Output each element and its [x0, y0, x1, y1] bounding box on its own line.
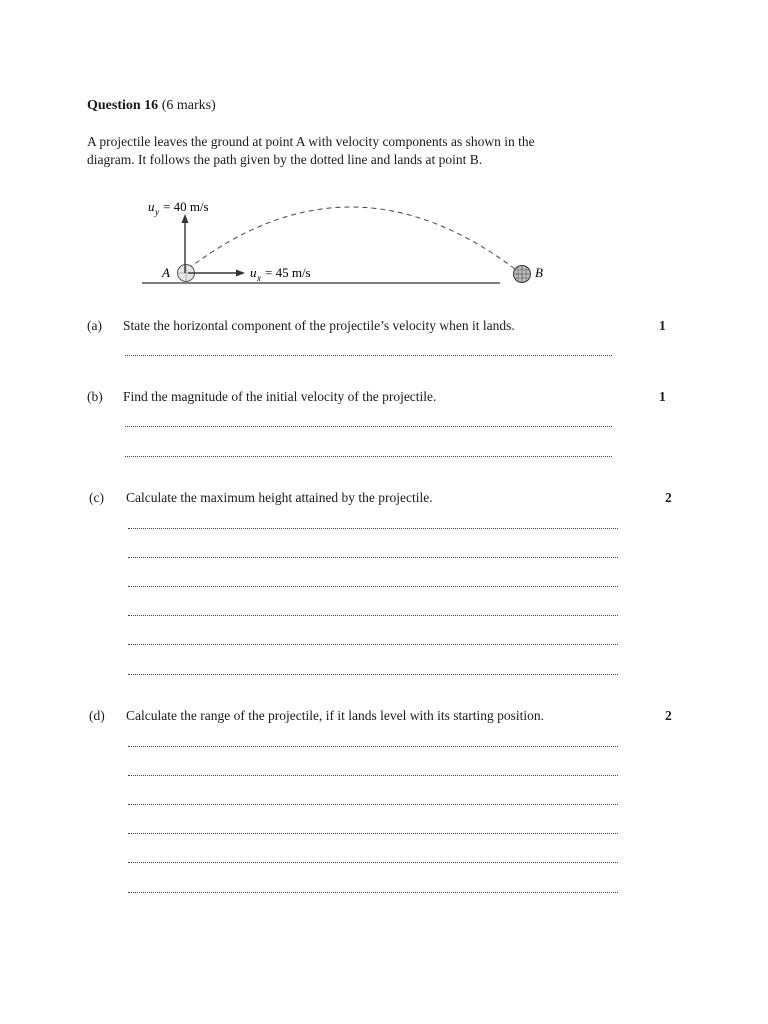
part-d-letter: (d)	[89, 708, 105, 723]
answer-line[interactable]	[125, 426, 612, 427]
answer-line[interactable]	[128, 557, 618, 558]
ux-arrowhead	[236, 270, 245, 277]
part-a-text: State the horizontal component of the projectile’s velocity when it lands.	[123, 318, 515, 333]
part-c-text: Calculate the maximum height attained by the projectile.	[126, 490, 433, 505]
ball-b	[514, 266, 531, 283]
answer-line[interactable]	[128, 833, 618, 834]
uy-label: = 40 m/s	[163, 199, 209, 214]
part-a-marks: 1	[659, 318, 666, 333]
answer-line[interactable]	[128, 586, 618, 587]
intro-line-2: diagram. It follows the path given by the dotted line and lands at point B.	[87, 152, 483, 167]
part-d	[89, 708, 679, 728]
answer-line[interactable]	[128, 804, 618, 805]
point-a-label: A	[162, 265, 170, 280]
question-title	[87, 98, 216, 114]
part-b-text: Find the magnitude of the initial velocity of the projectile.	[123, 389, 437, 404]
answer-line[interactable]	[128, 528, 618, 529]
ux-label: = 45 m/s	[265, 265, 311, 280]
uy-symbol: u	[148, 199, 155, 214]
part-c	[89, 490, 679, 510]
answer-line[interactable]	[125, 456, 612, 457]
answer-line[interactable]	[128, 892, 618, 893]
part-d-text: Calculate the range of the projectile, if it lands level with its starting position.	[126, 708, 545, 723]
part-d-marks: 2	[665, 708, 672, 723]
answer-line[interactable]	[128, 615, 618, 616]
question-label: Question 16	[87, 98, 159, 113]
point-b-label: B	[535, 265, 543, 280]
part-a-letter: (a)	[87, 318, 102, 333]
intro-line-1: A projectile leaves the ground at point A with velocity components as shown in the	[87, 134, 535, 149]
ux-symbol: u	[250, 265, 257, 280]
answer-line[interactable]	[128, 775, 618, 776]
ux-subscript: x	[257, 273, 261, 283]
part-b-letter: (b)	[87, 389, 103, 404]
answer-line[interactable]	[128, 674, 618, 675]
answer-line[interactable]	[125, 355, 612, 356]
part-b	[87, 389, 677, 409]
part-a	[87, 318, 677, 338]
part-b-marks: 1	[659, 389, 666, 404]
trajectory-path	[188, 207, 515, 269]
answer-line[interactable]	[128, 644, 618, 645]
uy-subscript: y	[155, 207, 159, 217]
projectile-diagram	[130, 185, 543, 295]
uy-arrowhead	[182, 214, 189, 223]
part-c-marks: 2	[665, 490, 672, 505]
answer-line[interactable]	[128, 746, 618, 747]
answer-line[interactable]	[128, 862, 618, 863]
part-c-letter: (c)	[89, 490, 104, 505]
question-marks: (6 marks)	[161, 98, 216, 113]
question-intro	[87, 133, 632, 169]
